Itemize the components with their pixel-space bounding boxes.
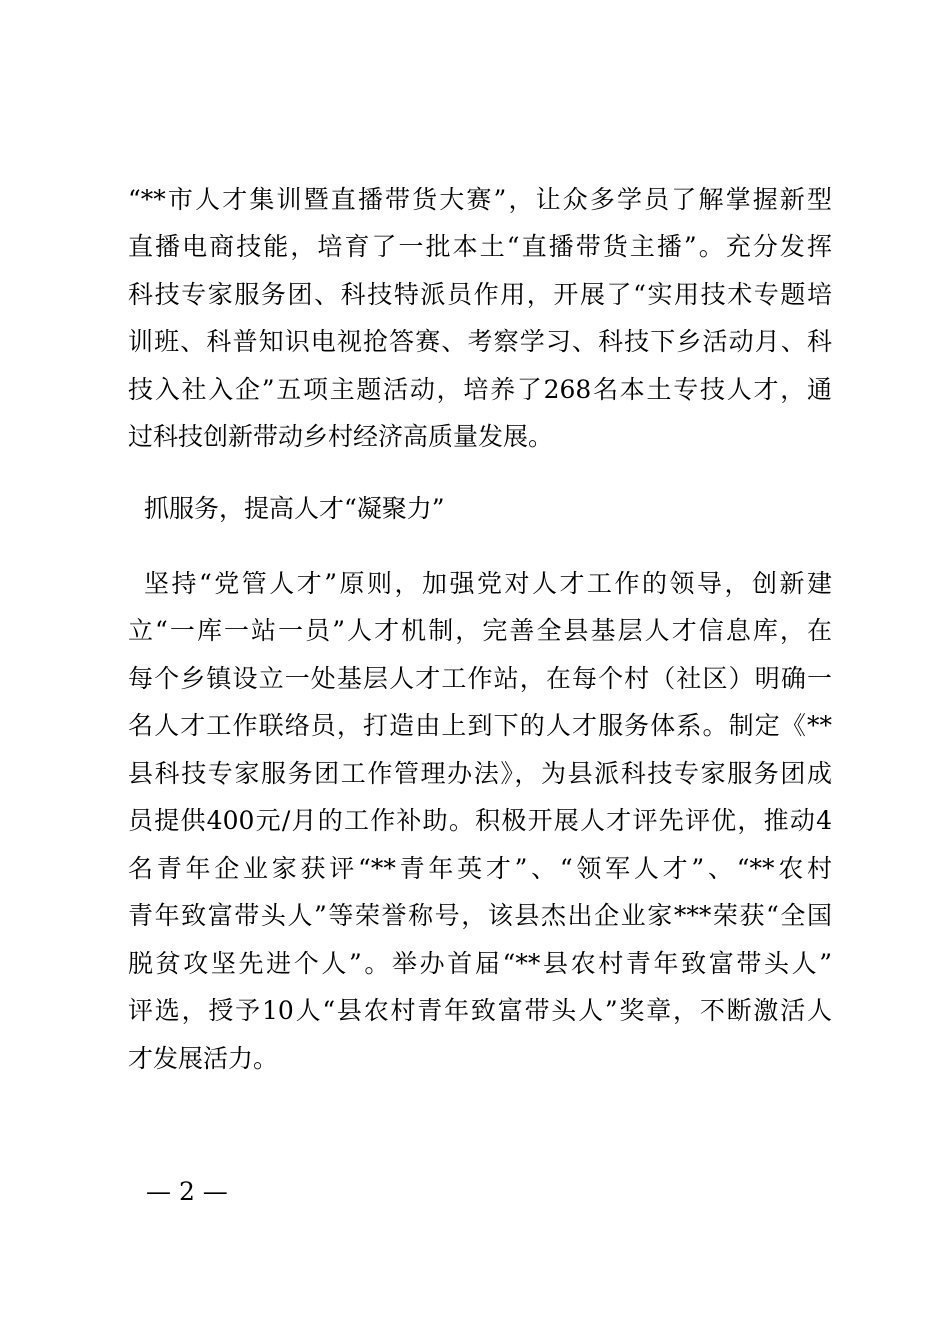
paragraph-line: 立“一库一站一员”人才机制，完善全县基层人才信息库，在 bbox=[128, 616, 832, 645]
paragraph-line: 技入社入企”五项主题活动，培养了268名本土专技人才，通 bbox=[128, 375, 832, 404]
paragraph-line: 过科技创新带动乡村经济高质量发展。 bbox=[128, 422, 554, 451]
page-number: — 2 — bbox=[146, 1177, 228, 1206]
paragraph-line: 才发展活力。 bbox=[128, 1044, 279, 1073]
paragraph-line: 员提供400元/月的工作补助。积极开展人才评先评优，推动4 bbox=[128, 806, 832, 835]
paragraph-line: 名青年企业家获评“**青年英才”、“领军人才”、“**农村 bbox=[128, 854, 832, 883]
paragraph-line: 青年致富带头人”等荣誉称号，该县杰出企业家***荣获“全国 bbox=[128, 901, 832, 930]
paragraph-line: 每个乡镇设立一处基层人才工作站，在每个村（社区）明确一 bbox=[128, 664, 832, 693]
paragraph-line: 科技专家服务团、科技特派员作用，开展了“实用技术专题培 bbox=[128, 280, 832, 309]
paragraph-line: 名人才工作联络员，打造由上到下的人才服务体系。制定《** bbox=[128, 711, 832, 740]
paragraph-line: 脱贫攻坚先进个人”。举办首届“**县农村青年致富带头人” bbox=[128, 949, 832, 978]
paragraph-line: “**市人才集训暨直播带货大赛”，让众多学员了解掌握新型 bbox=[128, 185, 832, 214]
paragraph-line: 直播电商技能，培育了一批本土“直播带货主播”。充分发挥 bbox=[128, 232, 832, 261]
paragraph-line: 评选，授予10人“县农村青年致富带头人”奖章，不断激活人 bbox=[128, 996, 832, 1025]
paragraph-line: 训班、科普知识电视抢答赛、考察学习、科技下乡活动月、科 bbox=[128, 327, 832, 356]
section-heading: 抓服务，提高人才“凝聚力” bbox=[144, 494, 445, 523]
paragraph-line: 坚持“党管人才”原则，加强党对人才工作的领导，创新建 bbox=[144, 569, 832, 598]
paragraph-line: 县科技专家服务团工作管理办法》，为县派科技专家服务团成 bbox=[128, 759, 832, 788]
